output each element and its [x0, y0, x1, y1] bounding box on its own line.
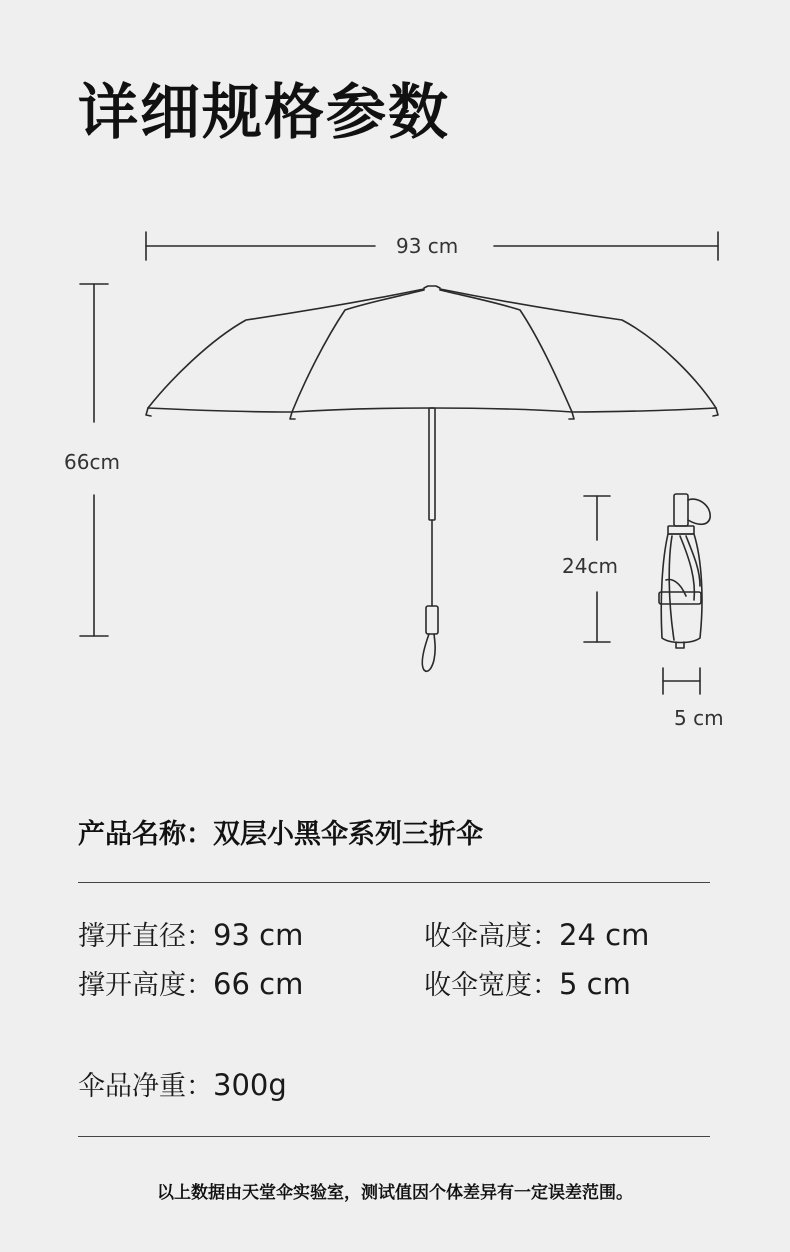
page-title: 详细规格参数: [78, 78, 450, 148]
folded-width-dimension: [663, 668, 700, 694]
folded-height-label: 24cm: [562, 554, 618, 578]
spec-folded-width: [424, 967, 631, 1002]
spec-key: 伞品净重：: [78, 1071, 213, 1102]
divider-bottom: [78, 1136, 710, 1137]
divider-top: [78, 882, 710, 883]
spec-value: 93 cm: [213, 918, 304, 952]
spec-open-diameter: [78, 918, 303, 953]
spec-key: 收伞宽度：: [424, 970, 559, 1001]
spec-folded-height: [424, 918, 649, 953]
folded-umbrella-icon: [659, 494, 710, 648]
spec-value: 24 cm: [559, 918, 650, 952]
spec-value: 300g: [213, 1068, 287, 1102]
footnote: 以上数据由天堂伞实验室，测试值因个体差异有一定误差范围。: [157, 1183, 633, 1203]
spec-open-height: [78, 967, 303, 1002]
open-width-label: 93 cm: [396, 234, 459, 258]
folded-width-label: 5 cm: [674, 706, 724, 730]
spec-value: 66 cm: [213, 967, 304, 1001]
spec-value: 5 cm: [559, 967, 631, 1001]
spec-key: 撑开直径：: [78, 921, 213, 952]
spec-key: 收伞高度：: [424, 921, 559, 952]
open-height-label: 66cm: [64, 450, 120, 474]
spec-key: 撑开高度：: [78, 970, 213, 1001]
open-umbrella-icon: [146, 286, 718, 671]
spec-weight: [78, 1068, 287, 1103]
product-name: 产品名称：双层小黑伞系列三折伞: [78, 819, 483, 850]
